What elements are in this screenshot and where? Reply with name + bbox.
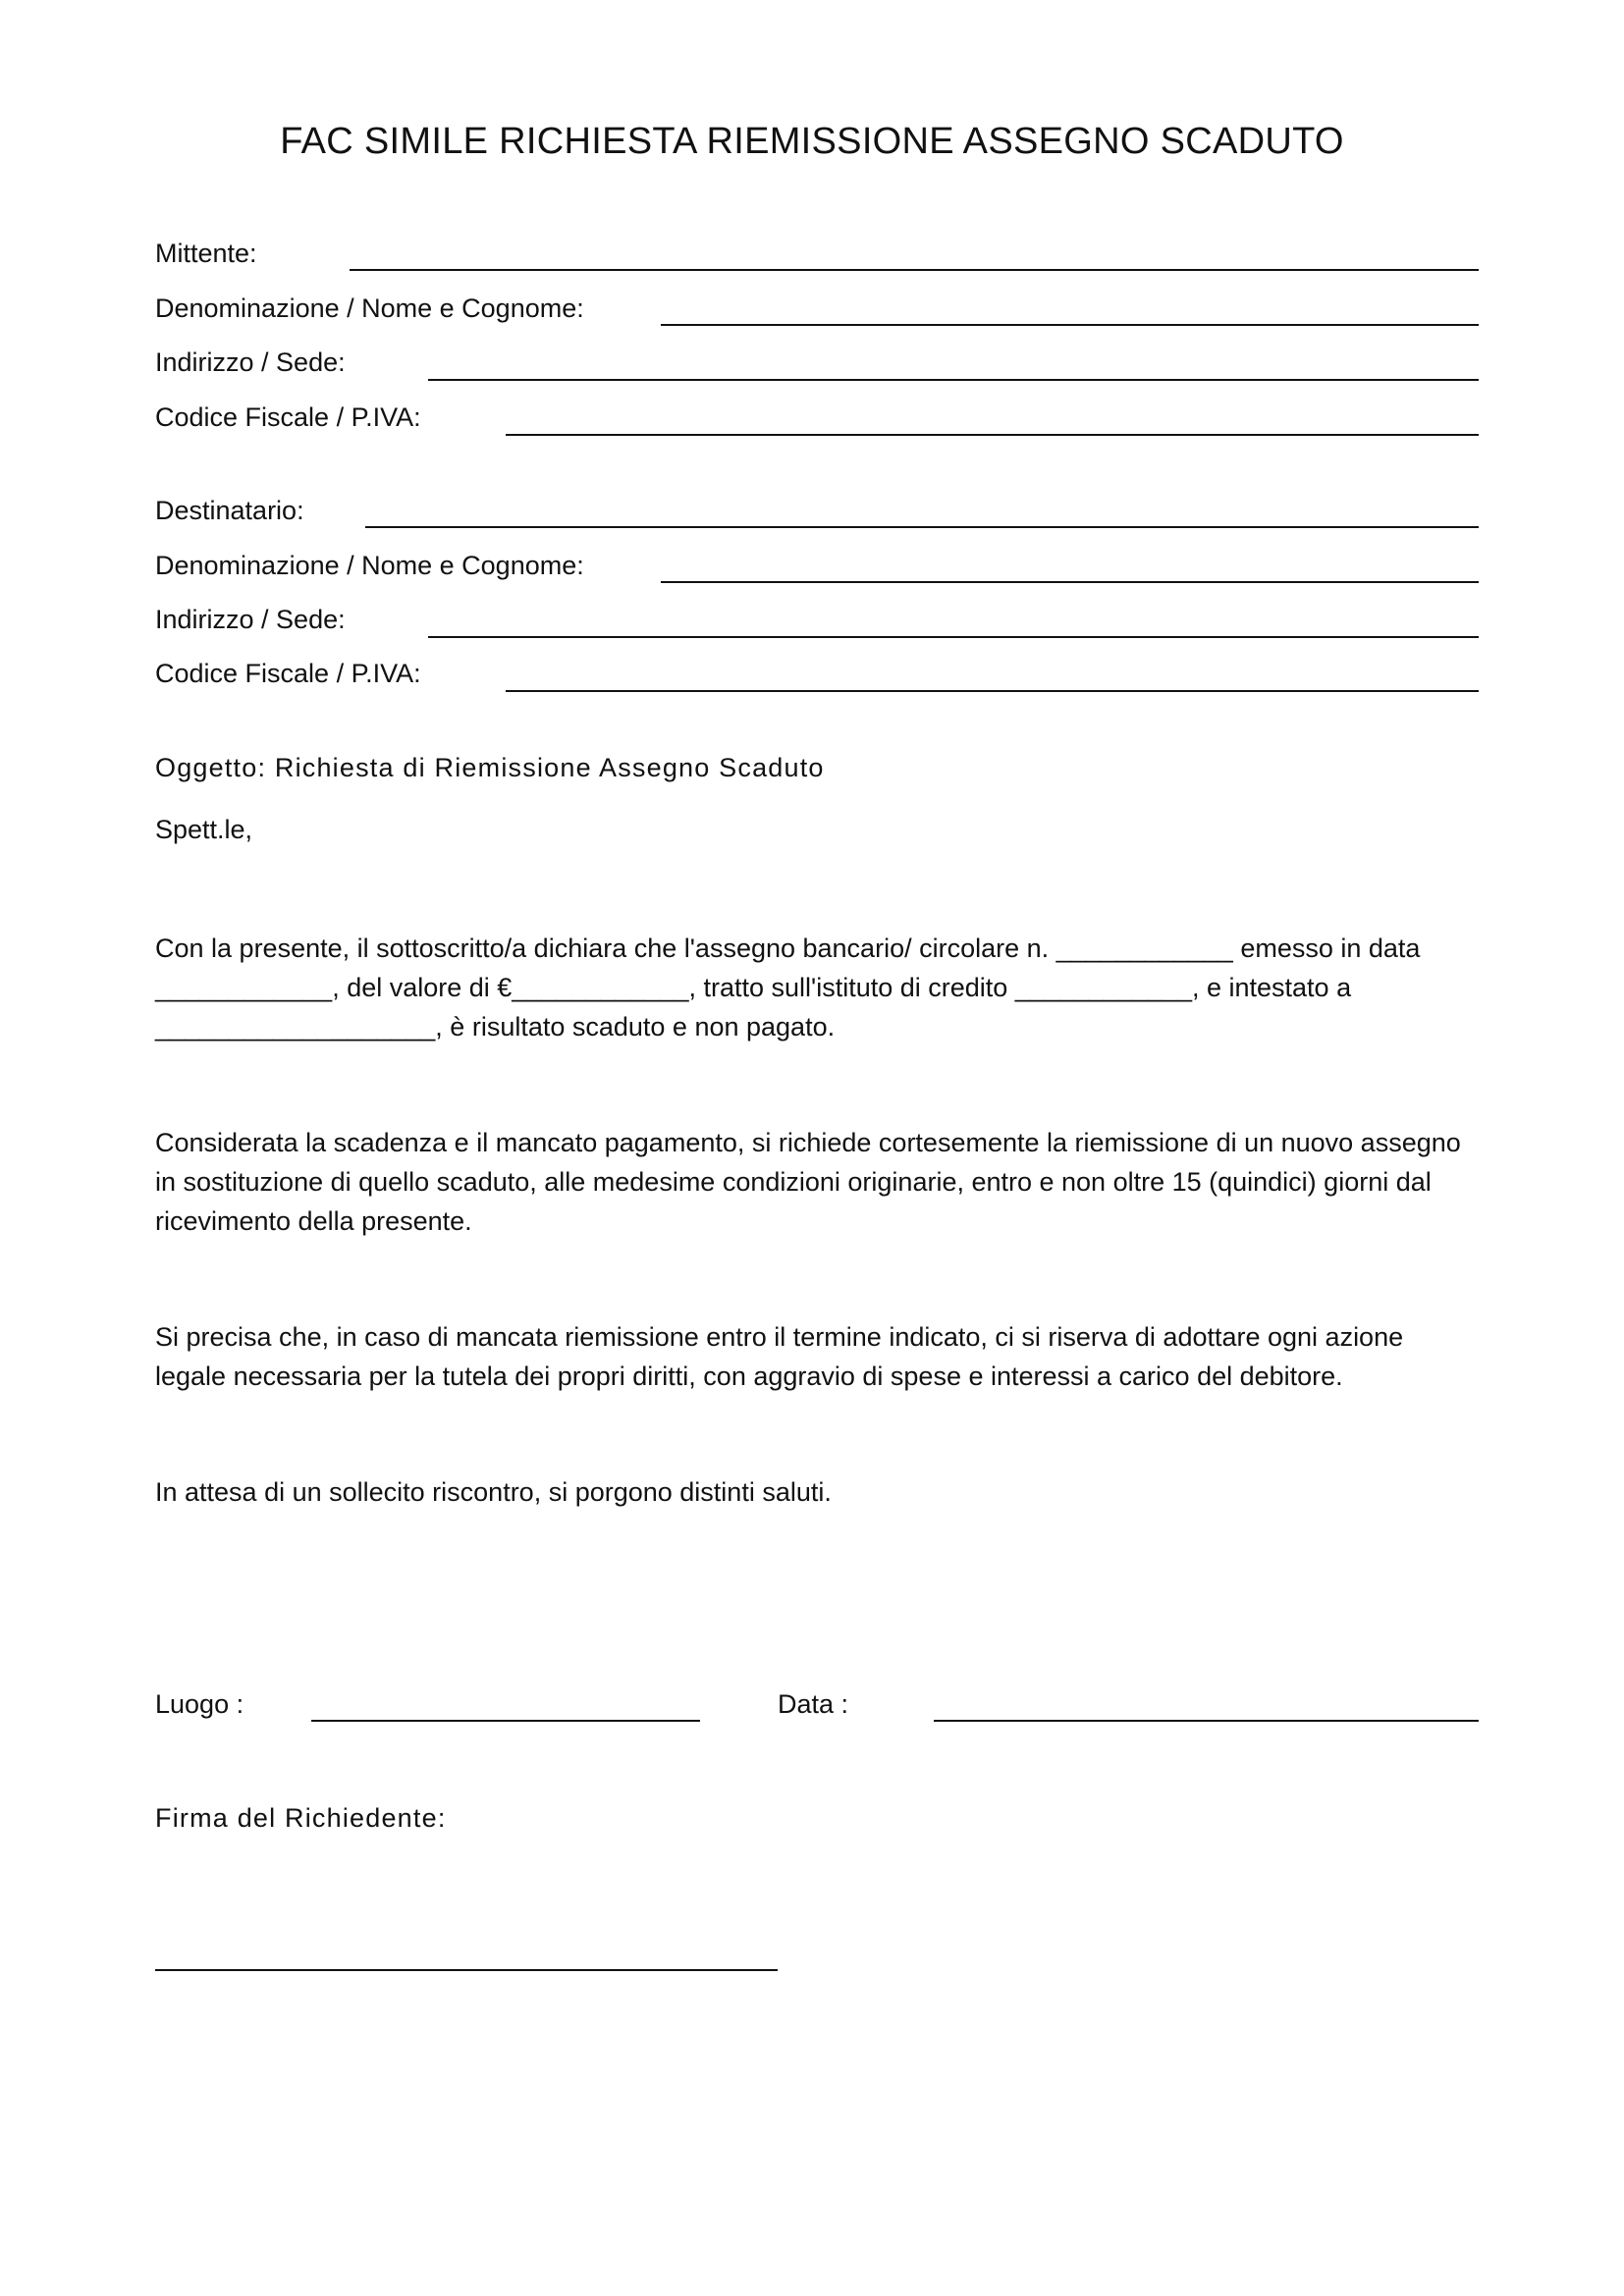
document-title: FAC SIMILE RICHIESTA RIEMISSIONE ASSEGNO SCADUTO (280, 121, 1344, 162)
sender-name-field[interactable] (661, 324, 1479, 326)
date-field[interactable] (934, 1720, 1479, 1722)
paragraph-cheque-details: Con la presente, il sottoscritto/a dichiara che l'assegno bancario/ circolare n. ____________ emesso in data ____________, del valore di €____________, tratto sull'istituto di credito ____________, e intestato a ___________________, è risultato scaduto e non pagato. (155, 934, 1421, 1041)
recipient-tax-field[interactable] (506, 690, 1479, 692)
sender-tax-label: Codice Fiscale / P.IVA: (155, 402, 421, 432)
recipient-name-label: Denominazione / Nome e Cognome: (155, 551, 584, 580)
recipient-heading: Destinatario: (155, 496, 304, 525)
recipient-address-label: Indirizzo / Sede: (155, 605, 346, 634)
salutation: Spett.le, (155, 815, 253, 844)
signature-line[interactable] (155, 1969, 778, 1971)
place-field[interactable] (311, 1720, 700, 1722)
place-label: Luogo : (155, 1689, 244, 1719)
paragraph-legal-notice: Si precisa che, in caso di mancata riemissione entro il termine indicato, ci si riserva di adottare ogni azione legale necessaria per la tutela dei propri diritti, con aggravio di spese e interessi a carico del debitore. (155, 1322, 1404, 1391)
sender-heading: Mittente: (155, 239, 257, 268)
signature-label: Firma del Richiedente: (155, 1803, 447, 1833)
recipient-name-field[interactable] (661, 581, 1479, 583)
sender-tax-field[interactable] (506, 434, 1479, 436)
date-label: Data : (778, 1689, 849, 1719)
sender-address-field[interactable] (428, 379, 1479, 381)
sender-heading-field[interactable] (350, 269, 1479, 271)
paragraph-closing: In attesa di un sollecito riscontro, si porgono distinti saluti. (155, 1477, 832, 1507)
recipient-address-field[interactable] (428, 636, 1479, 638)
recipient-heading-field[interactable] (365, 526, 1479, 528)
subject-line: Oggetto: Richiesta di Riemissione Assegno Scaduto (155, 753, 825, 782)
paragraph-reissue-request: Considerata la scadenza e il mancato pagamento, si richiede cortesemente la riemissione di un nuovo assegno in sostituzione di quello scaduto, alle medesime condizioni originarie, entro e non oltre 15 (quindici) giorni dal ricevimento della presente. (155, 1128, 1461, 1236)
sender-address-label: Indirizzo / Sede: (155, 347, 346, 377)
sender-name-label: Denominazione / Nome e Cognome: (155, 294, 584, 323)
recipient-tax-label: Codice Fiscale / P.IVA: (155, 659, 421, 688)
